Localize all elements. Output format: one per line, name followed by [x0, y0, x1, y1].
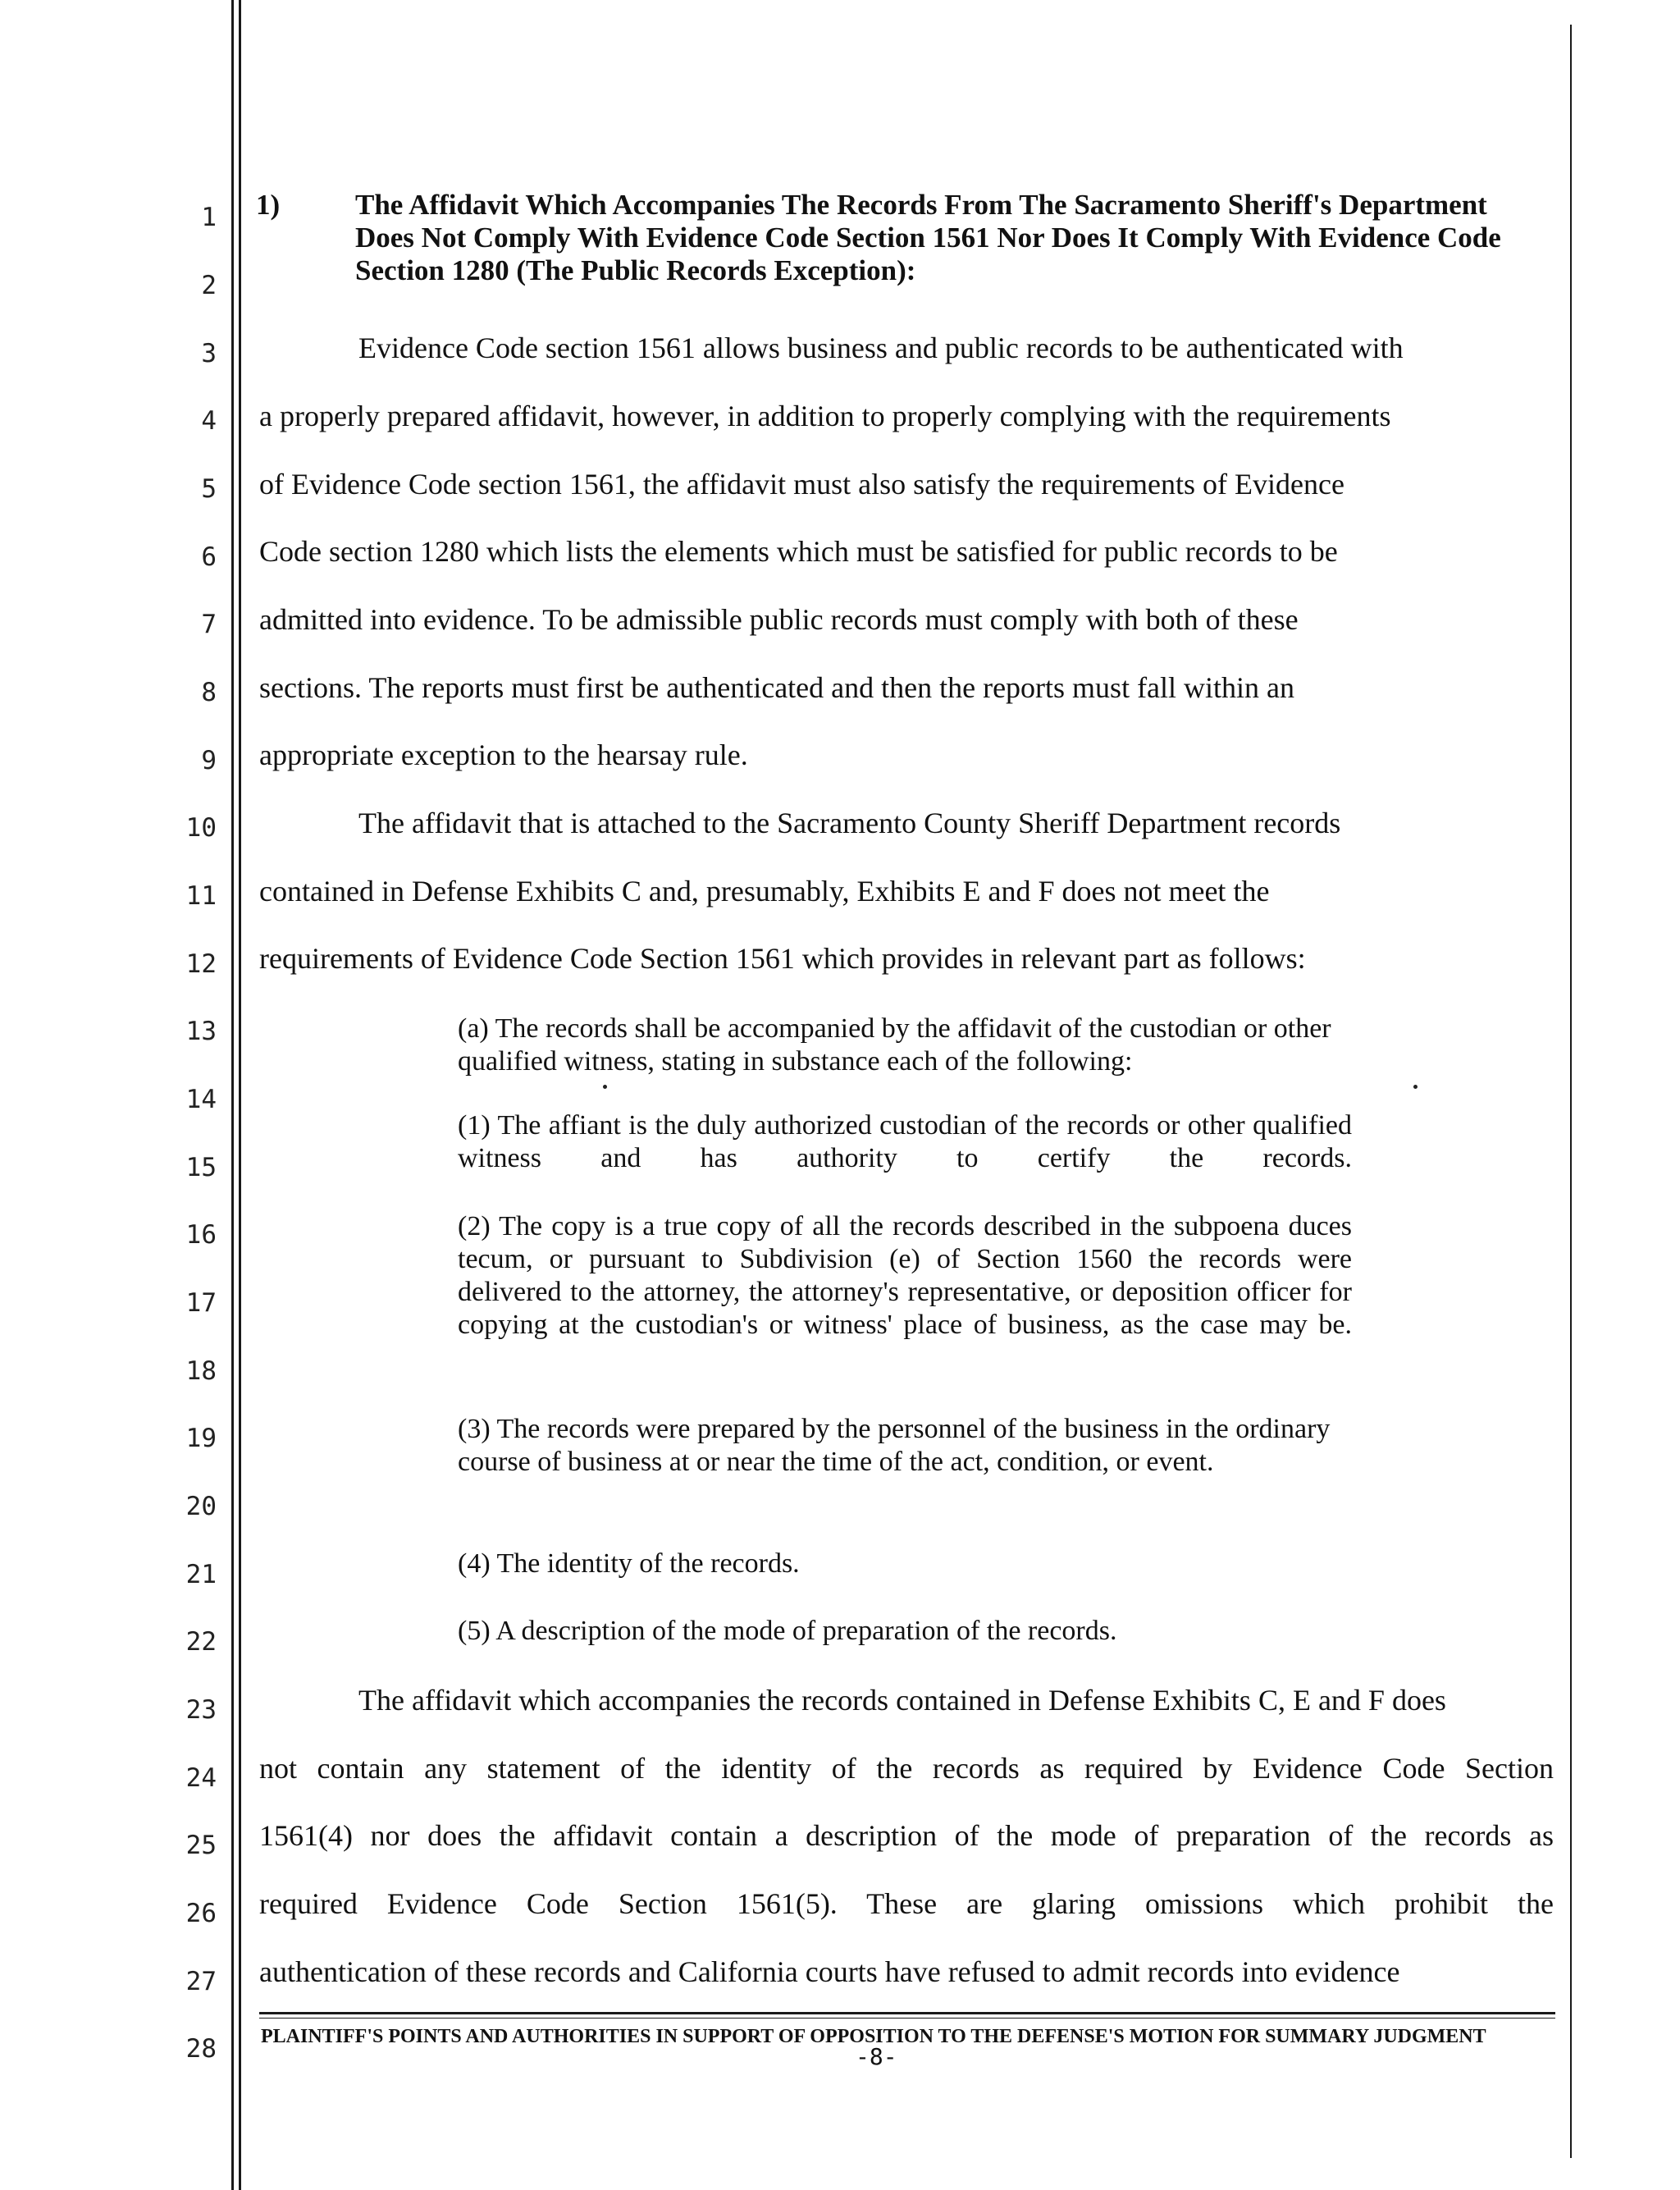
line-number: 20 [185, 1492, 217, 1521]
line-number: 25 [185, 1831, 217, 1860]
line-number: 1 [201, 203, 217, 232]
paragraph-line: The affidavit that is attached to the Sacramento County Sheriff Department records [358, 807, 1341, 839]
paragraph-line: Evidence Code section 1561 allows business and public records to be authenticated with [358, 331, 1404, 364]
line-number: 9 [201, 746, 217, 775]
pleading-margin-rule-inner [239, 0, 241, 2190]
paragraph-line: of Evidence Code section 1561, the affidavit must also satisfy the requirements of Evidence [259, 468, 1344, 501]
paragraph-line: sections. The reports must first be authenticated and then the reports must fall within an [259, 671, 1295, 704]
line-number: 2 [201, 271, 217, 300]
section-heading: The Affidavit Which Accompanies The Records From The Sacramento Sheriff's Department Does Not Comply With Evidence Code Section 1561 Nor Does It Comply With Evidence Code Section 1280 (The Public Records Exception): [355, 189, 1501, 286]
paragraph-line: required Evidence Code Section 1561(5). These are glaring omissions which prohibit the [259, 1887, 1554, 1920]
paragraph-line: Code section 1280 which lists the elements which must be satisfied for public records to be [259, 535, 1338, 568]
footer-rule [259, 2018, 1555, 2019]
line-number: 12 [185, 949, 217, 979]
paragraph-line: authentication of these records and California courts have refused to admit records into evidence [259, 1955, 1400, 1988]
line-number: 19 [185, 1424, 217, 1453]
line-number: 18 [185, 1356, 217, 1386]
line-number: 13 [185, 1017, 217, 1046]
paragraph-line: a properly prepared affidavit, however, in addition to properly complying with the requirements [259, 400, 1391, 432]
footer-rule [259, 2012, 1555, 2014]
line-number: 6 [201, 542, 217, 572]
quote-item-5: (5) A description of the mode of preparation of the records. [458, 1616, 1117, 1646]
line-number: 15 [185, 1153, 217, 1182]
line-number: 3 [201, 339, 217, 368]
quote-item-1: (1) The affiant is the duly authorized custodian of the records or other qualified witness and has authority to certify the records. [458, 1110, 1352, 1173]
pleading-margin-rule-right [1570, 25, 1572, 2158]
quote-item-4: (4) The identity of the records. [458, 1548, 800, 1579]
footer-caption: PLAINTIFF'S POINTS AND AUTHORITIES IN SUPPORT OF OPPOSITION TO THE DEFENSE'S MOTION FOR SUMMARY JUDGMENT [261, 2026, 1486, 2047]
line-number: 26 [185, 1899, 217, 1928]
paragraph-line: 1561(4) nor does the affidavit contain a description of the mode of preparation of the records as [259, 1819, 1554, 1852]
line-number: 11 [185, 881, 217, 911]
heading-number: 1) [256, 189, 281, 221]
line-number: 4 [201, 406, 217, 436]
paragraph-line: The affidavit which accompanies the records contained in Defense Exhibits C, E and F does [358, 1684, 1446, 1717]
line-number: 24 [185, 1763, 217, 1793]
stray-mark [603, 1085, 607, 1089]
paragraph-line: contained in Defense Exhibits C and, presumably, Exhibits E and F does not meet the [259, 875, 1270, 908]
quote-subdivision-a: (a) The records shall be accompanied by the affidavit of the custodian or other qualified witness, stating in substance each of the following: [458, 1013, 1331, 1077]
line-number: 8 [201, 678, 217, 707]
line-number: 27 [185, 1967, 217, 1996]
paragraph-line: appropriate exception to the hearsay rule. [259, 738, 748, 771]
line-number: 5 [201, 474, 217, 504]
stray-mark [1413, 1085, 1418, 1089]
line-number: 23 [185, 1695, 217, 1725]
pleading-margin-rule-outer [231, 0, 234, 2190]
line-number: 16 [185, 1220, 217, 1250]
line-number: 17 [185, 1288, 217, 1318]
line-number: 21 [185, 1560, 217, 1589]
page-number: -8- [856, 2043, 897, 2070]
quote-item-2: (2) The copy is a true copy of all the records described in the subpoena duces tecum, or pursuant to Subdivision (e) of Section 1560 the records were delivered to the attorney, the attorney's representative, or deposition officer for copying at the custodian's or witness' place of business, as the case may be. [458, 1211, 1352, 1340]
line-number: 14 [185, 1085, 217, 1114]
quote-item-3: (3) The records were prepared by the personnel of the business in the ordinary course of business at or near the time of the act, condition, or event. [458, 1414, 1331, 1477]
line-number: 7 [201, 610, 217, 639]
paragraph-line: not contain any statement of the identity of the records as required by Evidence Code Section [259, 1752, 1554, 1785]
line-number: 22 [185, 1627, 217, 1657]
line-number: 10 [185, 813, 217, 843]
paragraph-line: requirements of Evidence Code Section 1561 which provides in relevant part as follows: [259, 942, 1306, 975]
paragraph-line: admitted into evidence. To be admissible public records must comply with both of these [259, 603, 1299, 636]
line-number: 28 [185, 2034, 217, 2064]
